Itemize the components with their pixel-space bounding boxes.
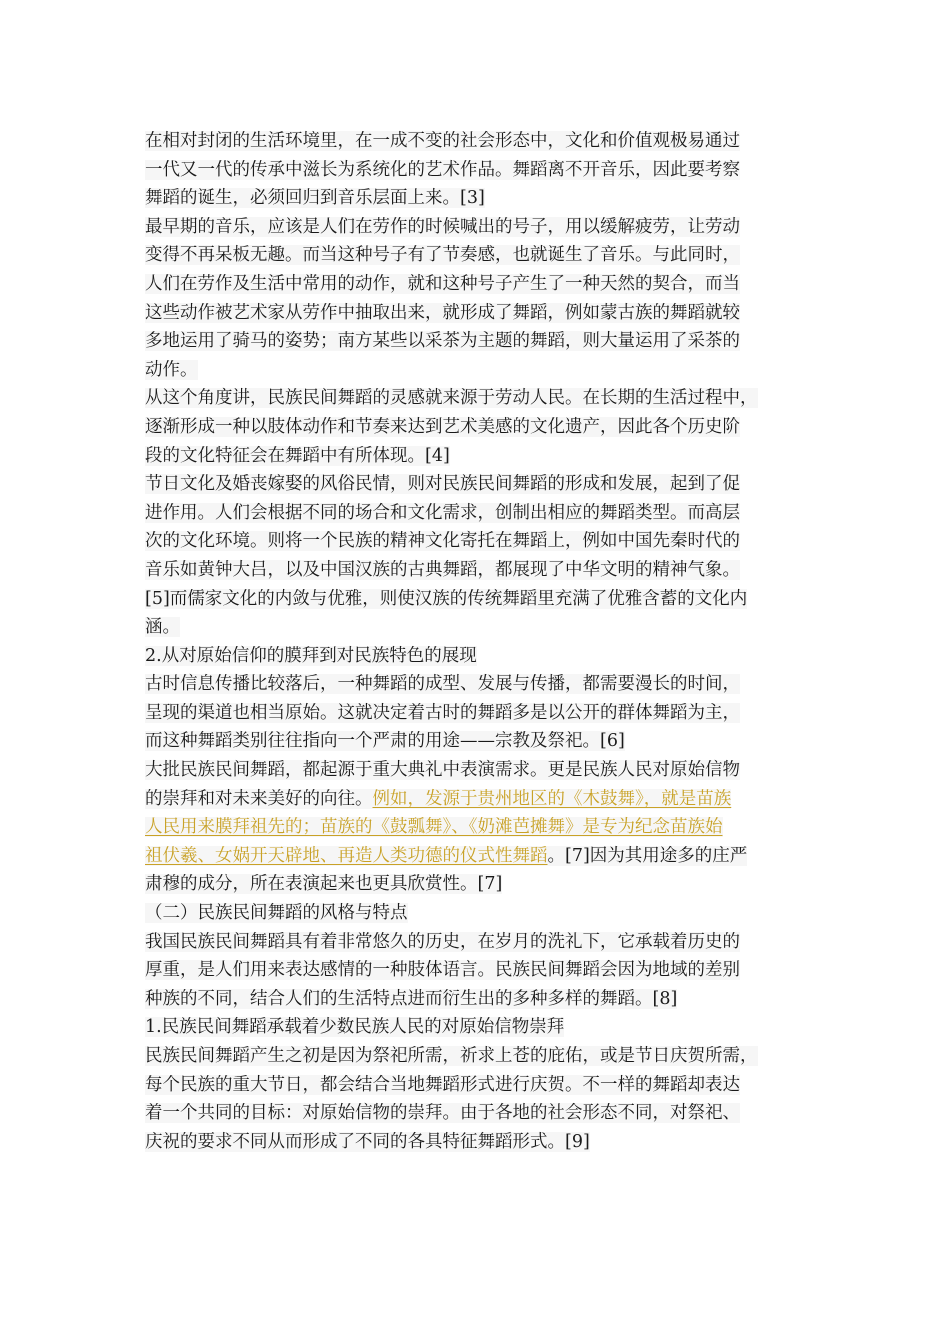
text-segment: 次的文化环境。则将一个民族的精神文化寄托在舞蹈上，例如中国先秦时代的 (145, 531, 740, 552)
text-segment: 呈现的渠道也相当原始。这就决定着古时的舞蹈多是以公开的群体舞蹈为主， (145, 702, 740, 723)
text-segment: 2.从对原始信仰的膜拜到对民族特色的展现 (145, 645, 477, 666)
text-segment: 庆祝的要求不同从而形成了不同的各具特征舞蹈形式。[9] (145, 1131, 590, 1152)
text-line (145, 1013, 820, 1042)
text-segment: 段的文化特征会在舞蹈中有所体现。[4] (145, 445, 450, 466)
text-segment: 大批民族民间舞蹈，都起源于重大典礼中表演需求。更是民族人民对原始信物 (145, 760, 740, 781)
text-line (145, 499, 820, 528)
text-line (145, 956, 820, 985)
highlighted-text: 例如，发源于贵州地区的《木鼓舞》，就是苗族 (372, 788, 732, 809)
text-segment: 在相对封闭的生活环境里，在一成不变的社会形态中，文化和价值观极易通过 (145, 131, 740, 151)
text-segment: 节日文化及婚丧嫁娶的风俗民情，则对民族民间舞蹈的形成和发展，起到了促 (145, 474, 740, 495)
text-segment: 变得不再呆板无趣。而当这种号子有了节奏感，也就诞生了音乐。与此同时， (145, 245, 740, 266)
text-segment: 进作用。人们会根据不同的场合和文化需求，创制出相应的舞蹈类型。而高层 (145, 502, 740, 523)
text-segment: 而这种舞蹈类别往往指向一个严肃的用途——宗教及祭祀。[6] (145, 731, 625, 752)
text-segment: 古时信息传播比较落后，一种舞蹈的成型、发展与传播，都需要漫长的时间， (145, 674, 740, 695)
text-segment: 。[7]因为其用途多的庄严 (547, 845, 748, 866)
text-segment: 涵。 (145, 617, 180, 638)
document-body (145, 127, 820, 1156)
text-segment: 的崇拜和对未来美好的向往。 (145, 788, 373, 809)
text-segment: 动作。 (145, 359, 198, 380)
text-line (145, 870, 820, 899)
text-segment: 我国民族民间舞蹈具有着非常悠久的历史，在岁月的洗礼下，它承载着历史的 (145, 931, 740, 952)
text-segment: 民族民间舞蹈产生之初是因为祭祀所需，祈求上苍的庇佑，或是节日庆贺所需， (145, 1046, 758, 1066)
text-line (145, 928, 820, 957)
text-line (145, 785, 820, 814)
text-line (145, 299, 820, 328)
text-line (145, 699, 820, 728)
text-line (145, 642, 820, 671)
text-segment: 音乐如黄钟大吕，以及中国汉族的古典舞蹈，都展现了中华文明的精神气象。 (145, 559, 740, 580)
text-segment: [5]而儒家文化的内敛与优雅，则使汉族的传统舞蹈里充满了优雅含蓄的文化内 (145, 588, 748, 609)
highlighted-text: 人民用来膜拜祖先的；苗族的《鼓瓢舞》、《奶滩芭摊舞》是专为纪念苗族始 (145, 817, 723, 838)
text-segment: 1.民族民间舞蹈承载着少数民族人民的对原始信物崇拜 (145, 1017, 565, 1038)
text-line (145, 585, 820, 614)
text-line (145, 527, 820, 556)
text-line (145, 327, 820, 356)
text-segment: 人们在劳作及生活中常用的动作，就和这种号子产生了一种天然的契合，而当 (145, 273, 740, 294)
text-segment: 肃穆的成分，所在表演起来也更具欣赏性。[7] (145, 874, 503, 895)
text-segment: 逐渐形成一种以肢体动作和节奏来达到艺术美感的文化遗产，因此各个历史阶 (145, 416, 740, 437)
text-line (145, 213, 820, 242)
text-segment: 种族的不同，结合人们的生活特点进而衍生出的多种多样的舞蹈。[8] (145, 988, 678, 1009)
text-segment: 一代又一代的传承中滋长为系统化的艺术作品。舞蹈离不开音乐，因此要考察 (145, 159, 740, 180)
text-segment: 这些动作被艺术家从劳作中抽取出来，就形成了舞蹈，例如蒙古族的舞蹈就较 (145, 302, 740, 323)
text-line (145, 184, 820, 213)
text-line (145, 985, 820, 1014)
text-line (145, 470, 820, 499)
text-segment: 从这个角度讲，民族民间舞蹈的灵感就来源于劳动人民。在长期的生活过程中， (145, 388, 758, 409)
text-line (145, 241, 820, 270)
text-line (145, 356, 820, 385)
text-line (145, 756, 820, 785)
text-segment: 最早期的音乐，应该是人们在劳作的时候喊出的号子，用以缓解疲劳，让劳动 (145, 216, 740, 237)
text-line (145, 1042, 820, 1071)
text-line (145, 899, 820, 928)
text-segment: 多地运用了骑马的姿势；南方某些以采茶为主题的舞蹈，则大量运用了采茶的 (145, 331, 740, 352)
text-line (145, 442, 820, 471)
text-line (145, 127, 820, 156)
highlighted-text: 祖伏羲、女娲开天辟地、再造人类功德的仪式性舞蹈 (145, 845, 548, 866)
text-line (145, 556, 820, 585)
text-segment: 着一个共同的目标：对原始信物的崇拜。由于各地的社会形态不同，对祭祀、 (145, 1103, 740, 1124)
text-line (145, 1128, 820, 1157)
text-line (145, 384, 820, 413)
text-line (145, 1071, 820, 1100)
text-line (145, 156, 820, 185)
text-segment: （二）民族民间舞蹈的风格与特点 (145, 903, 408, 924)
text-line (145, 413, 820, 442)
text-line (145, 270, 820, 299)
text-line (145, 727, 820, 756)
text-line (145, 842, 820, 871)
text-line (145, 613, 820, 642)
text-segment: 舞蹈的诞生，必须回归到音乐层面上来。[3] (145, 188, 485, 209)
text-line (145, 1099, 820, 1128)
text-line (145, 670, 820, 699)
text-segment: 厚重，是人们用来表达感情的一种肢体语言。民族民间舞蹈会因为地域的差别 (145, 960, 740, 981)
text-segment: 每个民族的重大节日，都会结合当地舞蹈形式进行庆贺。不一样的舞蹈却表达 (145, 1074, 740, 1095)
text-line (145, 813, 820, 842)
